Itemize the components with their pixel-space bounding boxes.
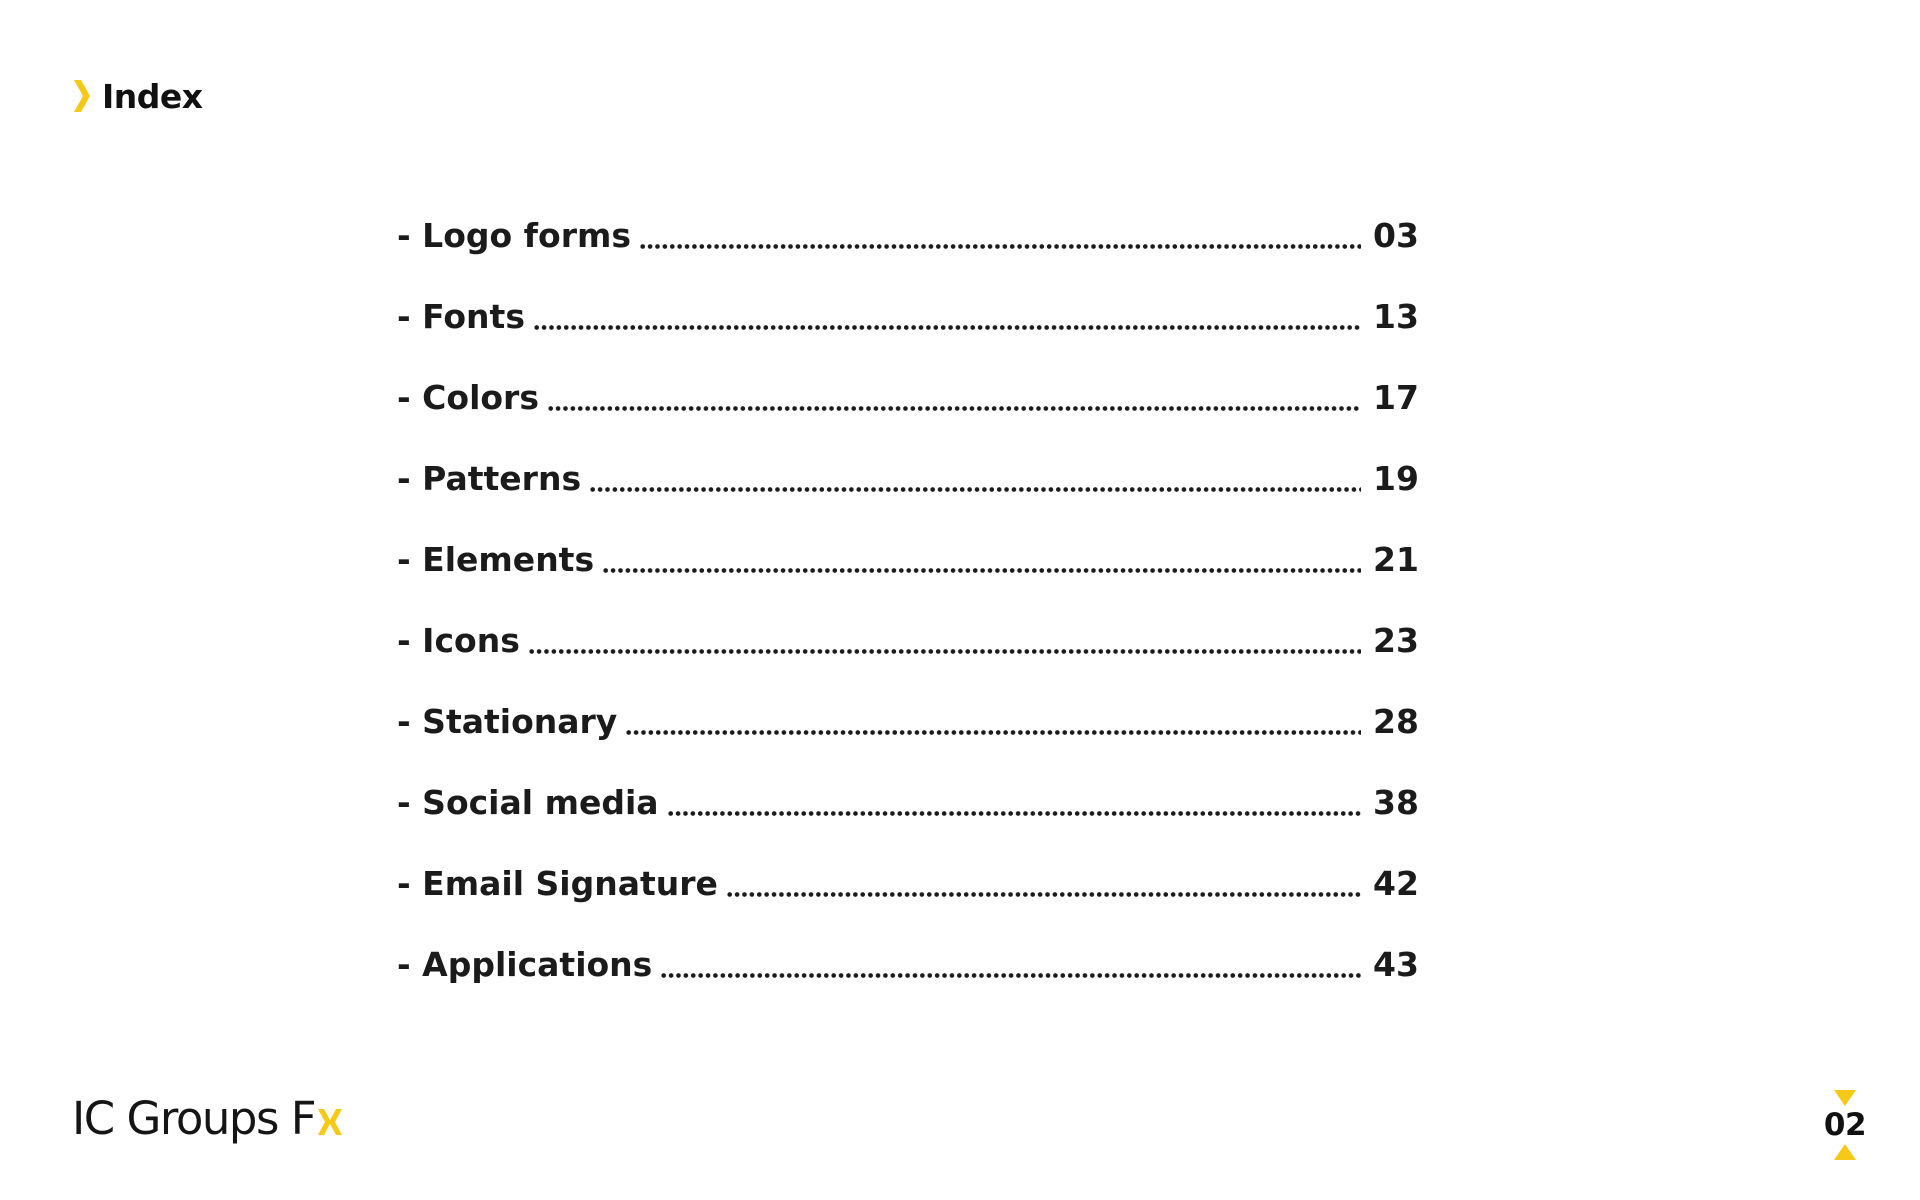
toc-entry-label: - Email Signature	[397, 864, 718, 903]
toc-entry-label: - Colors	[397, 378, 539, 417]
brand-logo	[72, 1090, 343, 1146]
toc-entry-social-media	[397, 779, 1417, 860]
toc-entry-elements	[397, 536, 1417, 617]
dot-leader	[528, 617, 1361, 655]
toc-entry-stationary	[397, 698, 1417, 779]
triangle-down-icon	[1834, 1090, 1856, 1106]
toc-entry-page: 13	[1373, 297, 1419, 336]
toc-entry-page: 38	[1373, 783, 1419, 822]
toc-entry-email-signature	[397, 860, 1417, 941]
toc-entry-patterns	[397, 455, 1417, 536]
page-header	[72, 74, 203, 118]
toc-entry-page: 21	[1373, 540, 1419, 579]
toc-entry-page: 42	[1373, 864, 1419, 903]
toc-entry-page: 17	[1373, 378, 1419, 417]
toc-entry-label: - Logo forms	[397, 216, 631, 255]
x-chevron-icon	[317, 1107, 343, 1137]
toc-entry-page: 28	[1373, 702, 1419, 741]
toc-entry-page: 19	[1373, 459, 1419, 498]
page-title: Index	[102, 76, 203, 116]
toc-entry-label: - Stationary	[397, 702, 618, 741]
toc-entry-page: 43	[1373, 945, 1419, 984]
dot-leader	[726, 860, 1361, 898]
toc-entry-icons	[397, 617, 1417, 698]
toc-entry-logo-forms	[397, 212, 1417, 293]
toc-entry-label: - Patterns	[397, 459, 582, 498]
toc-entry-label: - Elements	[397, 540, 595, 579]
dot-leader	[602, 536, 1361, 574]
toc-entry-fonts	[397, 293, 1417, 374]
page-number: 02	[1823, 1107, 1867, 1143]
triangle-up-icon	[1834, 1144, 1856, 1160]
toc-entry-label: - Social media	[397, 783, 659, 822]
toc-entry-label: - Icons	[397, 621, 520, 660]
toc-entry-page: 03	[1373, 216, 1419, 255]
toc-entry-page: 23	[1373, 621, 1419, 660]
dot-leader	[625, 698, 1361, 736]
page-number-indicator	[1820, 1090, 1870, 1164]
table-of-contents	[397, 212, 1417, 1022]
toc-entry-colors	[397, 374, 1417, 455]
dot-leader	[667, 779, 1361, 817]
chevron-right-icon	[72, 78, 92, 114]
dot-leader	[639, 212, 1361, 250]
dot-leader	[533, 293, 1361, 331]
dot-leader	[547, 374, 1361, 412]
dot-leader	[589, 455, 1361, 493]
brand-logo-text: IC Groups F	[72, 1091, 316, 1145]
toc-entry-label: - Fonts	[397, 297, 525, 336]
dot-leader	[660, 941, 1361, 979]
toc-entry-applications	[397, 941, 1417, 1022]
toc-entry-label: - Applications	[397, 945, 653, 984]
